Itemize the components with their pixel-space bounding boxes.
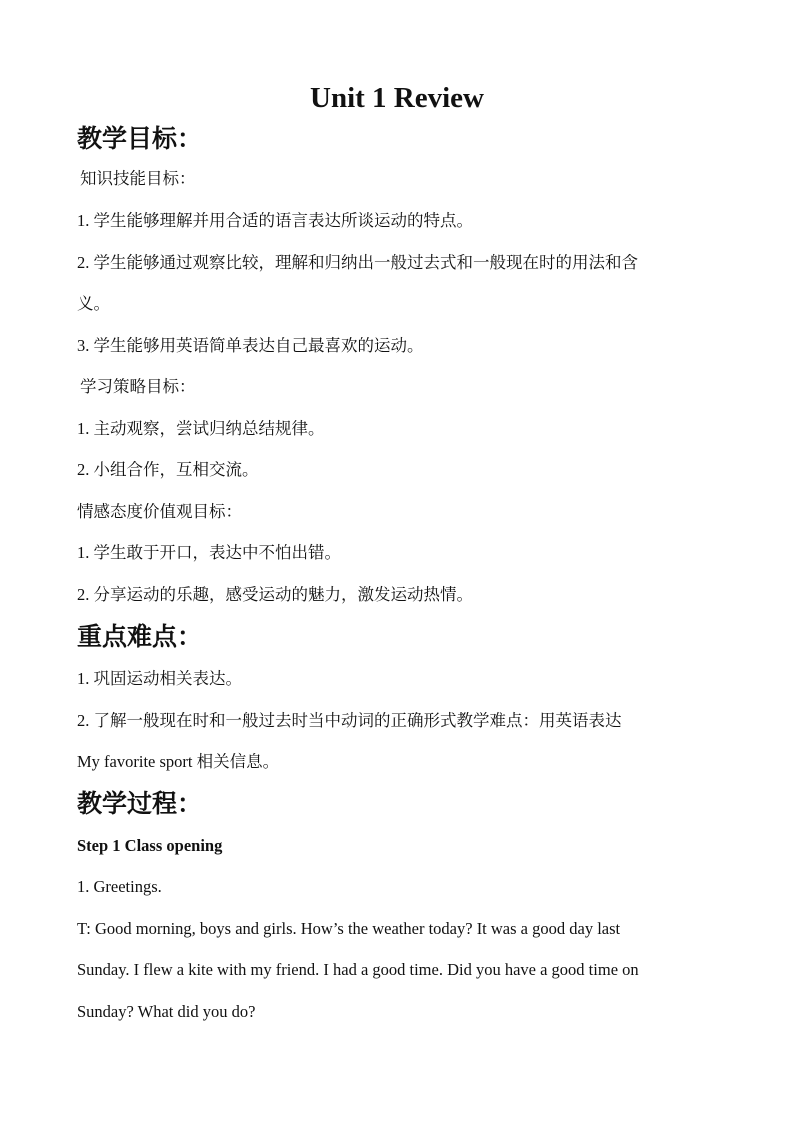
subsection-label-knowledge: 知识技能目标： — [80, 169, 196, 188]
list-item: 1. 主动观察，尝试归纳总结规律。 — [77, 419, 325, 438]
subsection-label-emotion: 情感态度价值观目标： — [77, 502, 242, 521]
list-item: 3. 学生能够用英语简单表达自己最喜欢的运动。 — [77, 336, 424, 355]
list-item: 1. 学生敢于开口，表达中不怕出错。 — [77, 543, 341, 562]
section-heading-key-points: 重点难点： — [77, 622, 203, 651]
document-title: Unit 1 Review — [310, 82, 484, 114]
subsection-label-strategy: 学习策略目标： — [80, 377, 196, 396]
list-item: 2. 分享运动的乐趣，感受运动的魅力，激发运动热情。 — [77, 585, 473, 604]
section-heading-process: 教学过程： — [77, 789, 203, 818]
paragraph-line: T: Good morning, boys and girls. How’s the weather today? It was a good day last — [77, 919, 621, 938]
paragraph-line: 1. Greetings. — [77, 877, 162, 896]
list-item: 2. 小组合作，互相交流。 — [77, 460, 259, 479]
list-item: 2. 了解一般现在时和一般过去时当中动词的正确形式教学难点：用英语表达 — [77, 711, 622, 730]
list-item: 义。 — [77, 294, 110, 313]
step-title: Step 1 Class opening — [77, 836, 223, 855]
list-item: 1. 巩固运动相关表达。 — [77, 669, 242, 688]
paragraph-line: Sunday. I flew a kite with my friend. I had a good time. Did you have a good time on — [77, 960, 639, 979]
list-item: My favorite sport 相关信息。 — [77, 752, 280, 771]
section-heading-objectives: 教学目标： — [77, 124, 203, 153]
paragraph-line: Sunday? What did you do? — [77, 1002, 256, 1021]
list-item: 2. 学生能够通过观察比较，理解和归纳出一般过去式和一般现在时的用法和含 — [77, 253, 638, 272]
list-item: 1. 学生能够理解并用合适的语言表达所谈运动的特点。 — [77, 211, 473, 230]
